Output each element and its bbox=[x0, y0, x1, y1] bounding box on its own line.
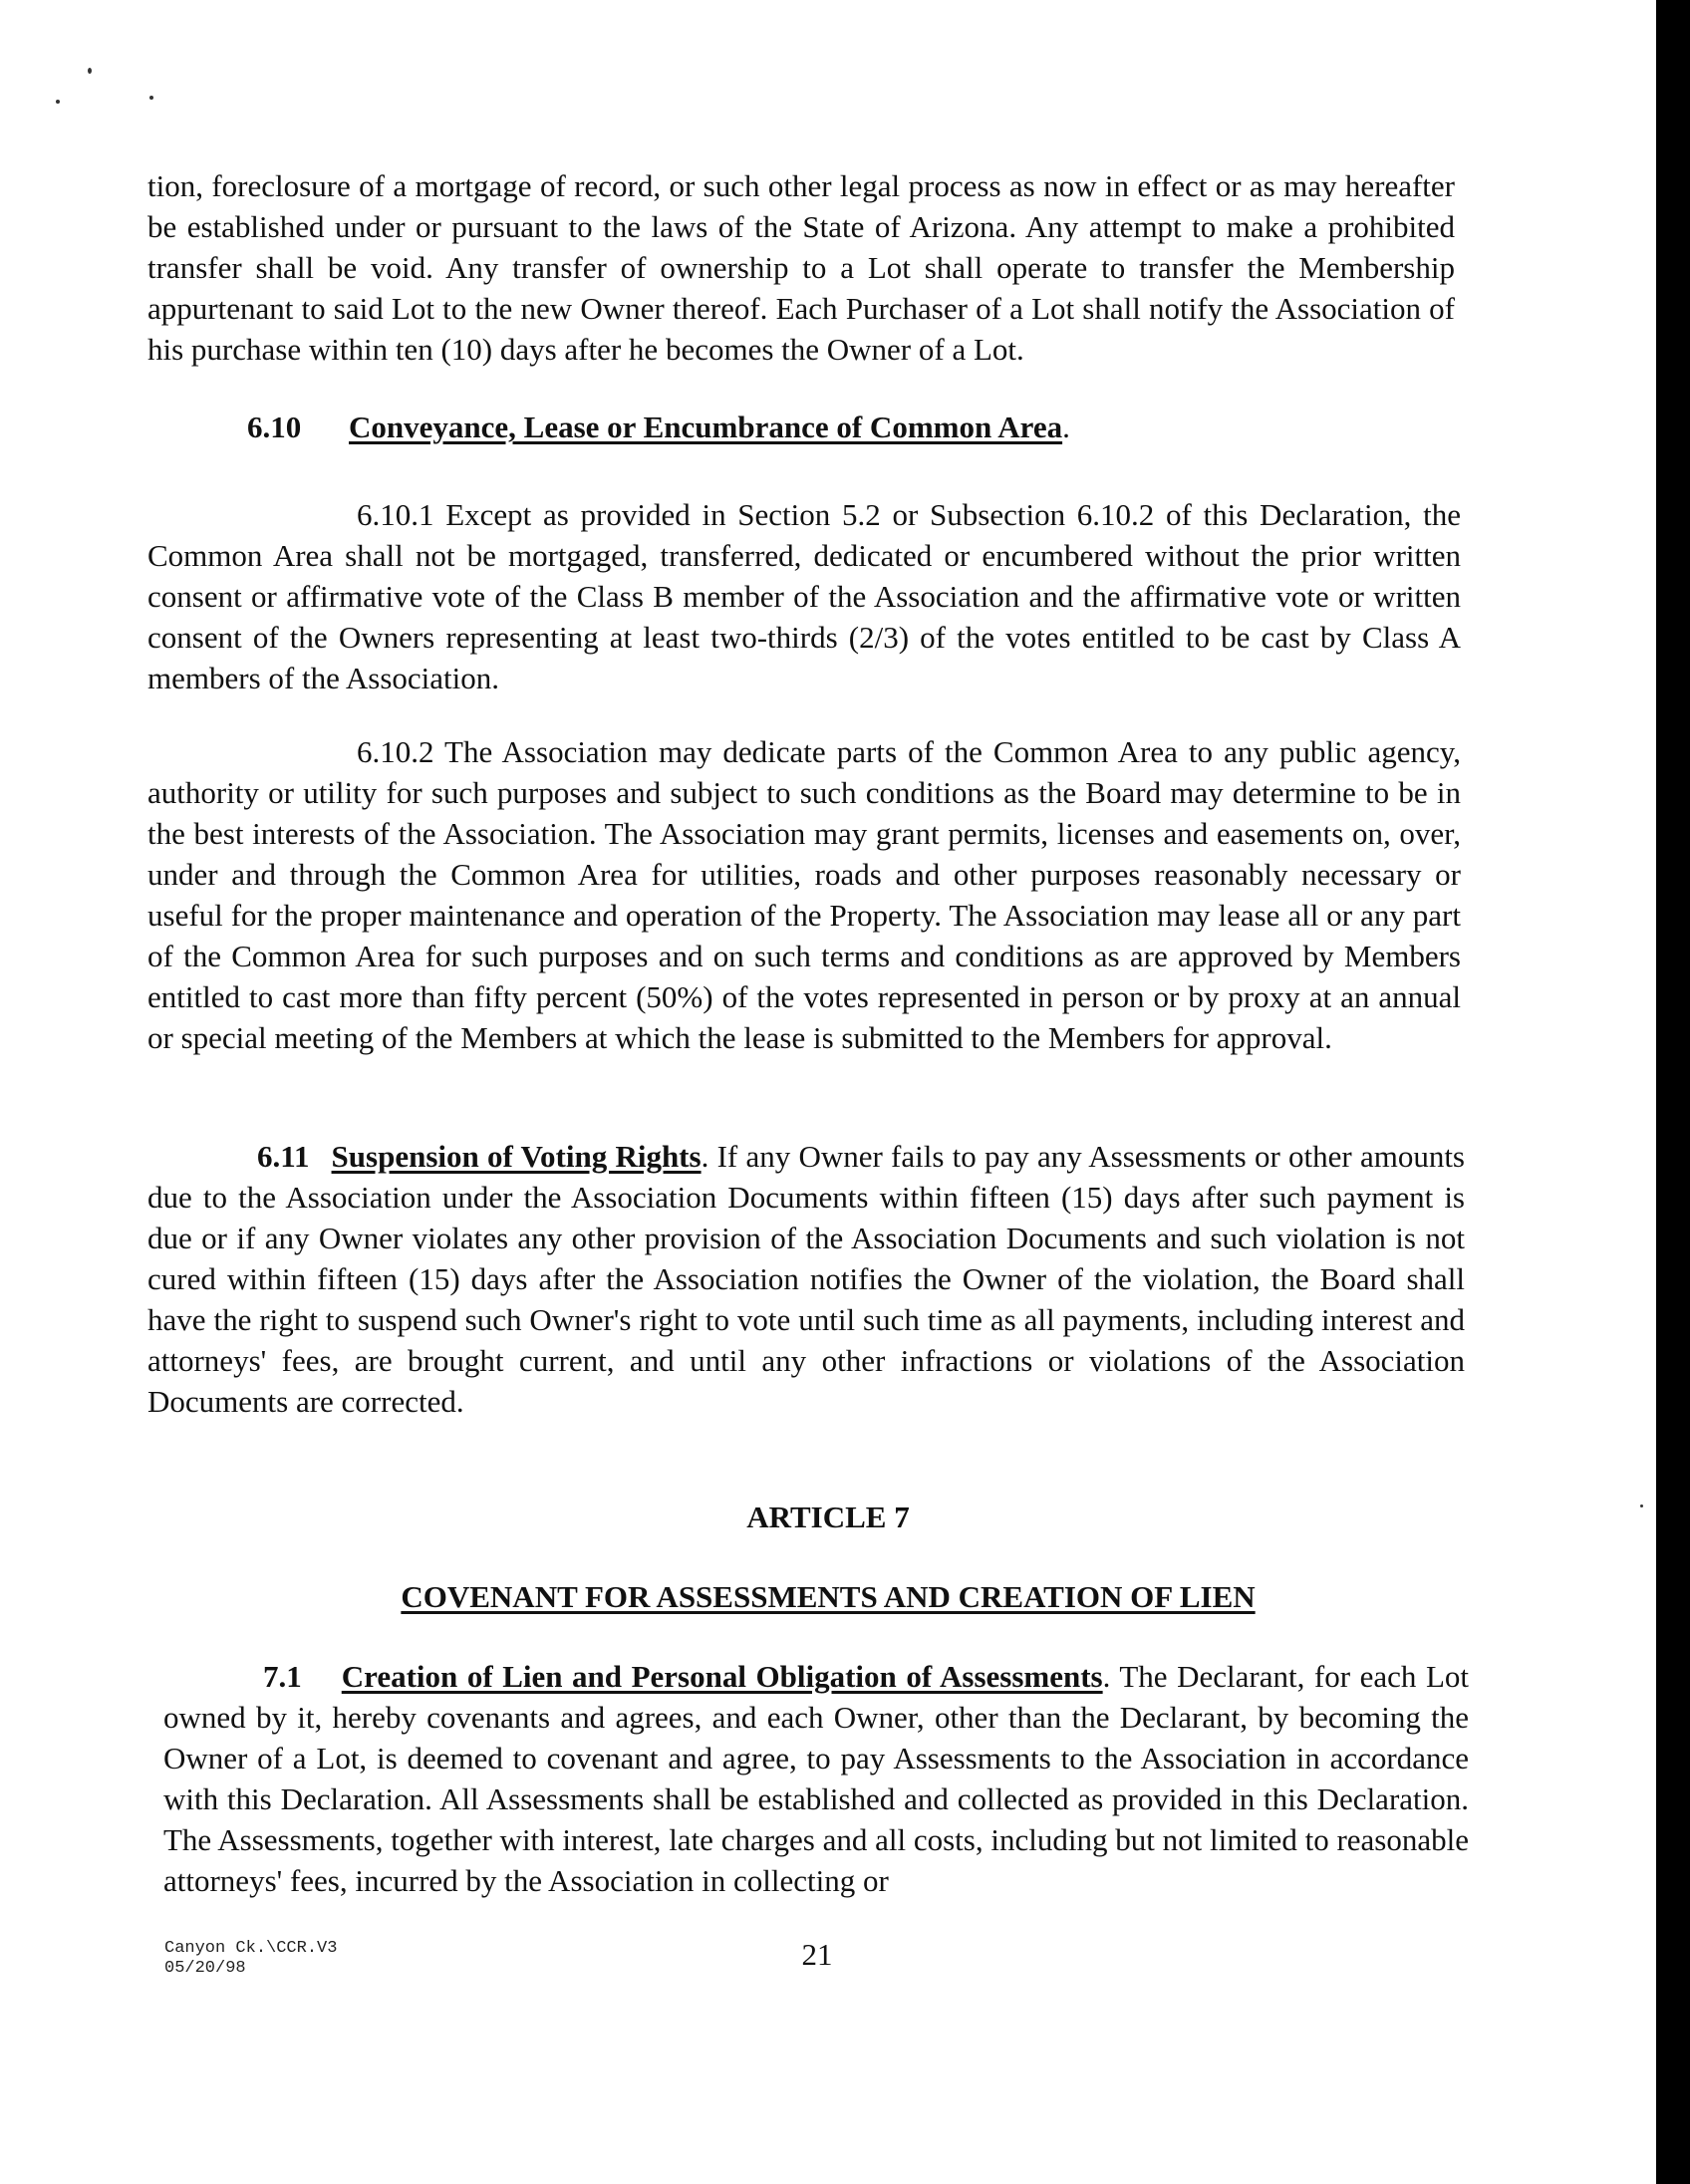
scan-edge-bar bbox=[1656, 0, 1690, 2184]
section-6-11-title: Suspension of Voting Rights bbox=[331, 1139, 702, 1174]
section-7-1 bbox=[163, 1656, 1469, 1901]
subsection-6-10-1-text: 6.10.1 Except as provided in Section 5.2 or Subsection 6.10.2 of this Declaration, the Common Area shall not be mortgaged, transferred, dedicated or encumbered without the prior written consent or affirmative vote of the Class B member of the Association and the affirmative vote or written consent of the Owners representing at least two-thirds (2/3) of the votes entitled to be cast by Class A members of the Association. bbox=[147, 497, 1461, 695]
section-6-11 bbox=[147, 1136, 1465, 1422]
section-6-11-paragraph bbox=[147, 1136, 1465, 1422]
article-title: COVENANT FOR ASSESSMENTS AND CREATION OF LIEN bbox=[401, 1579, 1256, 1614]
section-6-11-number: 6.11 bbox=[257, 1139, 310, 1174]
subsection-6-10-1 bbox=[147, 494, 1461, 698]
section-6-10-title: Conveyance, Lease or Encumbrance of Common Area bbox=[349, 410, 1063, 444]
scan-speck bbox=[88, 68, 92, 74]
article-title-wrap bbox=[0, 1579, 1656, 1615]
subsection-6-10-2 bbox=[147, 731, 1461, 1058]
article-label: ARTICLE 7 bbox=[746, 1500, 910, 1534]
section-7-1-body: . The Declarant, for each Lot owned by it, hereby covenants and agrees, and each Owner, other than the Declarant, by becoming the Owner of a Lot, is deemed to covenant and agree, to pay Assessments to the Association in accordance with this Declaration. All Assessments shall be established and collected as provided in this Declaration. The Assessments, together with interest, late charges and all costs, including but not limited to reasonable attorneys' fees, incurred by the Association in collecting or bbox=[163, 1659, 1469, 1898]
section-6-10-heading bbox=[247, 410, 1070, 445]
section-7-1-number: 7.1 bbox=[263, 1659, 302, 1694]
footer-file-name: Canyon Ck.\CCR.V3 bbox=[164, 1939, 338, 1958]
scan-speck bbox=[149, 96, 153, 100]
section-6-10-number: 6.10 bbox=[247, 410, 302, 444]
section-7-1-title: Creation of Lien and Personal Obligation of Assessments bbox=[341, 1659, 1103, 1694]
subsection-6-10-2-text: 6.10.2 The Association may dedicate parts of the Common Area to any public agency, authority or utility for such purposes and subject to such conditions as the Board may determine to be in the best interests of the Association. The Association may grant permits, licenses and easements on, over, under and through the Common Area for utilities, roads and other purposes reasonably necessary or useful for the proper maintenance and operation of the Property. The Association may lease all or any part of the Common Area for such purposes and on such terms and conditions as are approved by Members entitled to cast more than fifty percent (50%) of the votes represented in person or by proxy at an annual or special meeting of the Members at which the lease is submitted to the Members for approval. bbox=[147, 734, 1461, 1055]
section-6-11-body: . If any Owner fails to pay any Assessments or other amounts due to the Association under the Association Documents within fifteen (15) days after such payment is due or if any Owner violates any other provision of the Association Documents and such violation is not cured within fifteen (15) days after the Association notifies the Owner of the violation, the Board shall have the right to suspend such Owner's right to vote until such time as all payments, including interest and attorneys' fees, are brought current, and until any other infractions or violations of the Association Documents are corrected. bbox=[147, 1139, 1465, 1419]
continuation-paragraph bbox=[147, 165, 1455, 370]
page-number: 21 bbox=[801, 1937, 833, 1972]
footer-file-reference bbox=[164, 1939, 337, 1979]
section-6-10-period: . bbox=[1062, 410, 1070, 444]
section-7-1-paragraph bbox=[163, 1656, 1469, 1901]
footer-date: 05/20/98 bbox=[164, 1959, 246, 1978]
scan-speck bbox=[56, 100, 60, 104]
continuation-paragraph-text: tion, foreclosure of a mortgage of record, or such other legal process as now in effect or as may hereafter be established under or pursuant to the laws of the State of Arizona. Any attempt to make a prohibited transfer shall be void. Any transfer of ownership to a Lot shall operate to transfer the Membership appurtenant to said Lot to the new Owner thereof. Each Purchaser of a Lot shall notify the Association of his purchase within ten (10) days after he becomes the Owner of a Lot. bbox=[147, 168, 1455, 367]
